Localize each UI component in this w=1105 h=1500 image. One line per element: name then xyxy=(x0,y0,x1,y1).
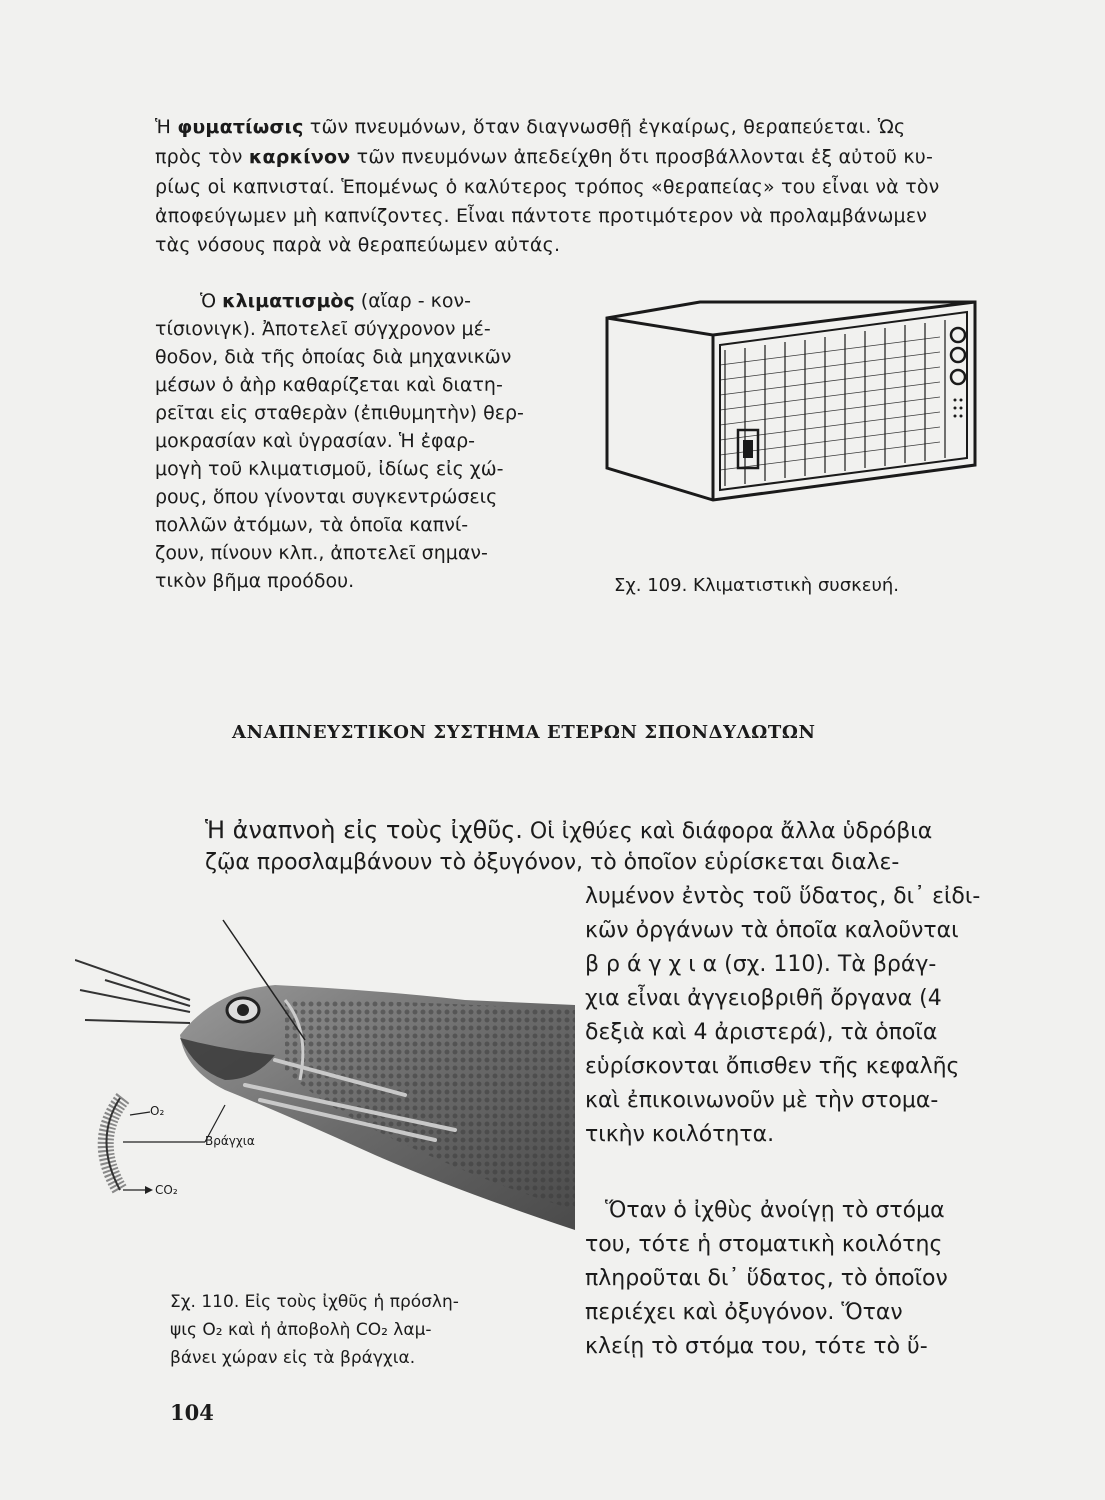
ac-line-11: τικὸν βῆμα προόδου. xyxy=(155,570,355,592)
intro-line-4: ἀποφεύγωμεν μὴ καπνίζοντες. Εἶναι πάντοτε προτιμότερον νὰ προλαμβάνωμεν xyxy=(155,205,928,227)
fish-line-5: β ρ ά γ χ ι α (σχ. 110). Τὰ βράγ- xyxy=(585,952,937,977)
fish-line-10: τικὴν κοιλότητα. xyxy=(585,1122,775,1147)
ac-line-9: πολλῶν ἀτόμων, τὰ ὁποῖα καπνί- xyxy=(155,514,469,536)
fish-para2-line-4: περιέχει καὶ ὀξυγόνον. Ὅταν xyxy=(585,1300,903,1325)
ac-line-7: μογὴ τοῦ κλιματισμοῦ, ἰδίως εἰς χώ- xyxy=(155,458,504,480)
fig110-caption-line-1: Σχ. 110. Εἰς τοὺς ἰχθῦς ἡ πρόσλη- xyxy=(170,1292,459,1312)
fish-line-1: Ἡ ἀναπνοὴ εἰς τοὺς ἰχθῦς. Οἱ ἰχθύες καὶ διάφορα ἄλλα ὑδρόβια xyxy=(205,816,933,844)
label-gills: Βράγχια xyxy=(205,1134,255,1148)
intro-line-3: ρίως οἱ καπνισταί. Ἑπομένως ὁ καλύτερος τρόπος «θεραπείας» του εἶναι νὰ τὸν xyxy=(155,176,940,198)
fish-line-8: εὑρίσκονται ὄπισθεν τῆς κεφαλῆς xyxy=(585,1054,960,1079)
label-o2: O₂ xyxy=(150,1104,165,1118)
fish-para2-line-1: Ὅταν ὁ ἰχθὺς ἀνοίγῃ τὸ στόμα xyxy=(605,1198,945,1223)
air-conditioner-illustration xyxy=(595,290,995,505)
fish-line-6: χια εἶναι ἀγγειοβριθῆ ὄργανα (4 xyxy=(585,986,942,1011)
ac-line-3: θοδον, διὰ τῆς ὁποίας διὰ μηχανικῶν xyxy=(155,346,512,368)
fish-gill-photo xyxy=(75,880,575,1250)
intro-line-2: πρὸς τὸν καρκίνον τῶν πνευμόνων ἀπεδείχθη ὅτι προσβάλλονται ἐξ αὐτοῦ κυ- xyxy=(155,146,933,168)
fig110-caption-line-2: ψις O₂ καὶ ἡ ἀποβολὴ CO₂ λαμ- xyxy=(170,1320,432,1340)
fish-para2-line-2: του, τότε ἡ στοματικὴ κοιλότης xyxy=(585,1232,943,1257)
fig110-caption-line-3: βάνει χώραν εἰς τὰ βράγχια. xyxy=(170,1348,416,1368)
ac-line-10: ζουν, πίνουν κλπ., ἀποτελεῖ σημαν- xyxy=(155,542,488,564)
section-title: ΑΝΑΠΝΕΥΣΤΙΚΟΝ ΣΥΣΤΗΜΑ ΕΤΕΡΩΝ ΣΠΟΝΔΥΛΩΤΩΝ xyxy=(232,722,816,743)
fig109-caption: Σχ. 109. Κλιματιστικὴ συσκευή. xyxy=(614,575,899,596)
ac-line-8: ρους, ὅπου γίνονται συγκεντρώσεις xyxy=(155,486,498,508)
ac-line-4: μέσων ὁ ἀὴρ καθαρίζεται καὶ διατη- xyxy=(155,374,503,396)
fish-line-7: δεξιὰ καὶ 4 ἀριστερά), τὰ ὁποῖα xyxy=(585,1020,938,1045)
fish-line-3: λυμένον ἐντὸς τοῦ ὕδατος, δι᾽ εἰδι- xyxy=(585,884,981,909)
intro-line-5: τὰς νόσους παρὰ νὰ θεραπεύωμεν αὐτάς. xyxy=(155,234,561,256)
page-number: 104 xyxy=(170,1400,214,1425)
term-air-conditioning: κλιματισμὸς xyxy=(222,290,355,312)
ac-line-6: μοκρασίαν καὶ ὑγρασίαν. Ἡ ἐφαρ- xyxy=(155,430,476,452)
ac-line-2: τίσιονιγκ). Ἀποτελεῖ σύγχρονον μέ- xyxy=(155,318,491,340)
intro-line-1: Ἡ φυματίωσις τῶν πνευμόνων, ὅταν διαγνωσθῇ ἐγκαίρως, θεραπεύεται. Ὡς xyxy=(155,116,906,138)
ac-line-1: Ὁ κλιματισμὸς (αἴαρ - κον- xyxy=(200,290,471,312)
fish-line-2: ζῷα προσλαμβάνουν τὸ ὀξυγόνον, τὸ ὁποῖον εὑρίσκεται διαλε- xyxy=(205,850,900,875)
label-co2: CO₂ xyxy=(155,1183,178,1197)
fish-para2-line-5: κλείῃ τὸ στόμα του, τότε τὸ ὕ- xyxy=(585,1334,928,1359)
fish-subheading: Ἡ ἀναπνοὴ εἰς τοὺς ἰχθῦς. xyxy=(205,816,523,844)
fish-line-4: κῶν ὀργάνων τὰ ὁποῖα καλοῦνται xyxy=(585,918,959,943)
term-tuberculosis: φυματίωσις xyxy=(177,116,304,138)
term-cancer: καρκίνον xyxy=(248,146,351,168)
fish-line-9: καὶ ἐπικοινωνοῦν μὲ τὴν στομα- xyxy=(585,1088,939,1113)
ac-line-5: ρεῖται εἰς σταθερὰν (ἐπιθυμητὴν) θερ- xyxy=(155,402,524,424)
fish-para2-line-3: πληροῦται δι᾽ ὕδατος, τὸ ὁποῖον xyxy=(585,1266,948,1291)
